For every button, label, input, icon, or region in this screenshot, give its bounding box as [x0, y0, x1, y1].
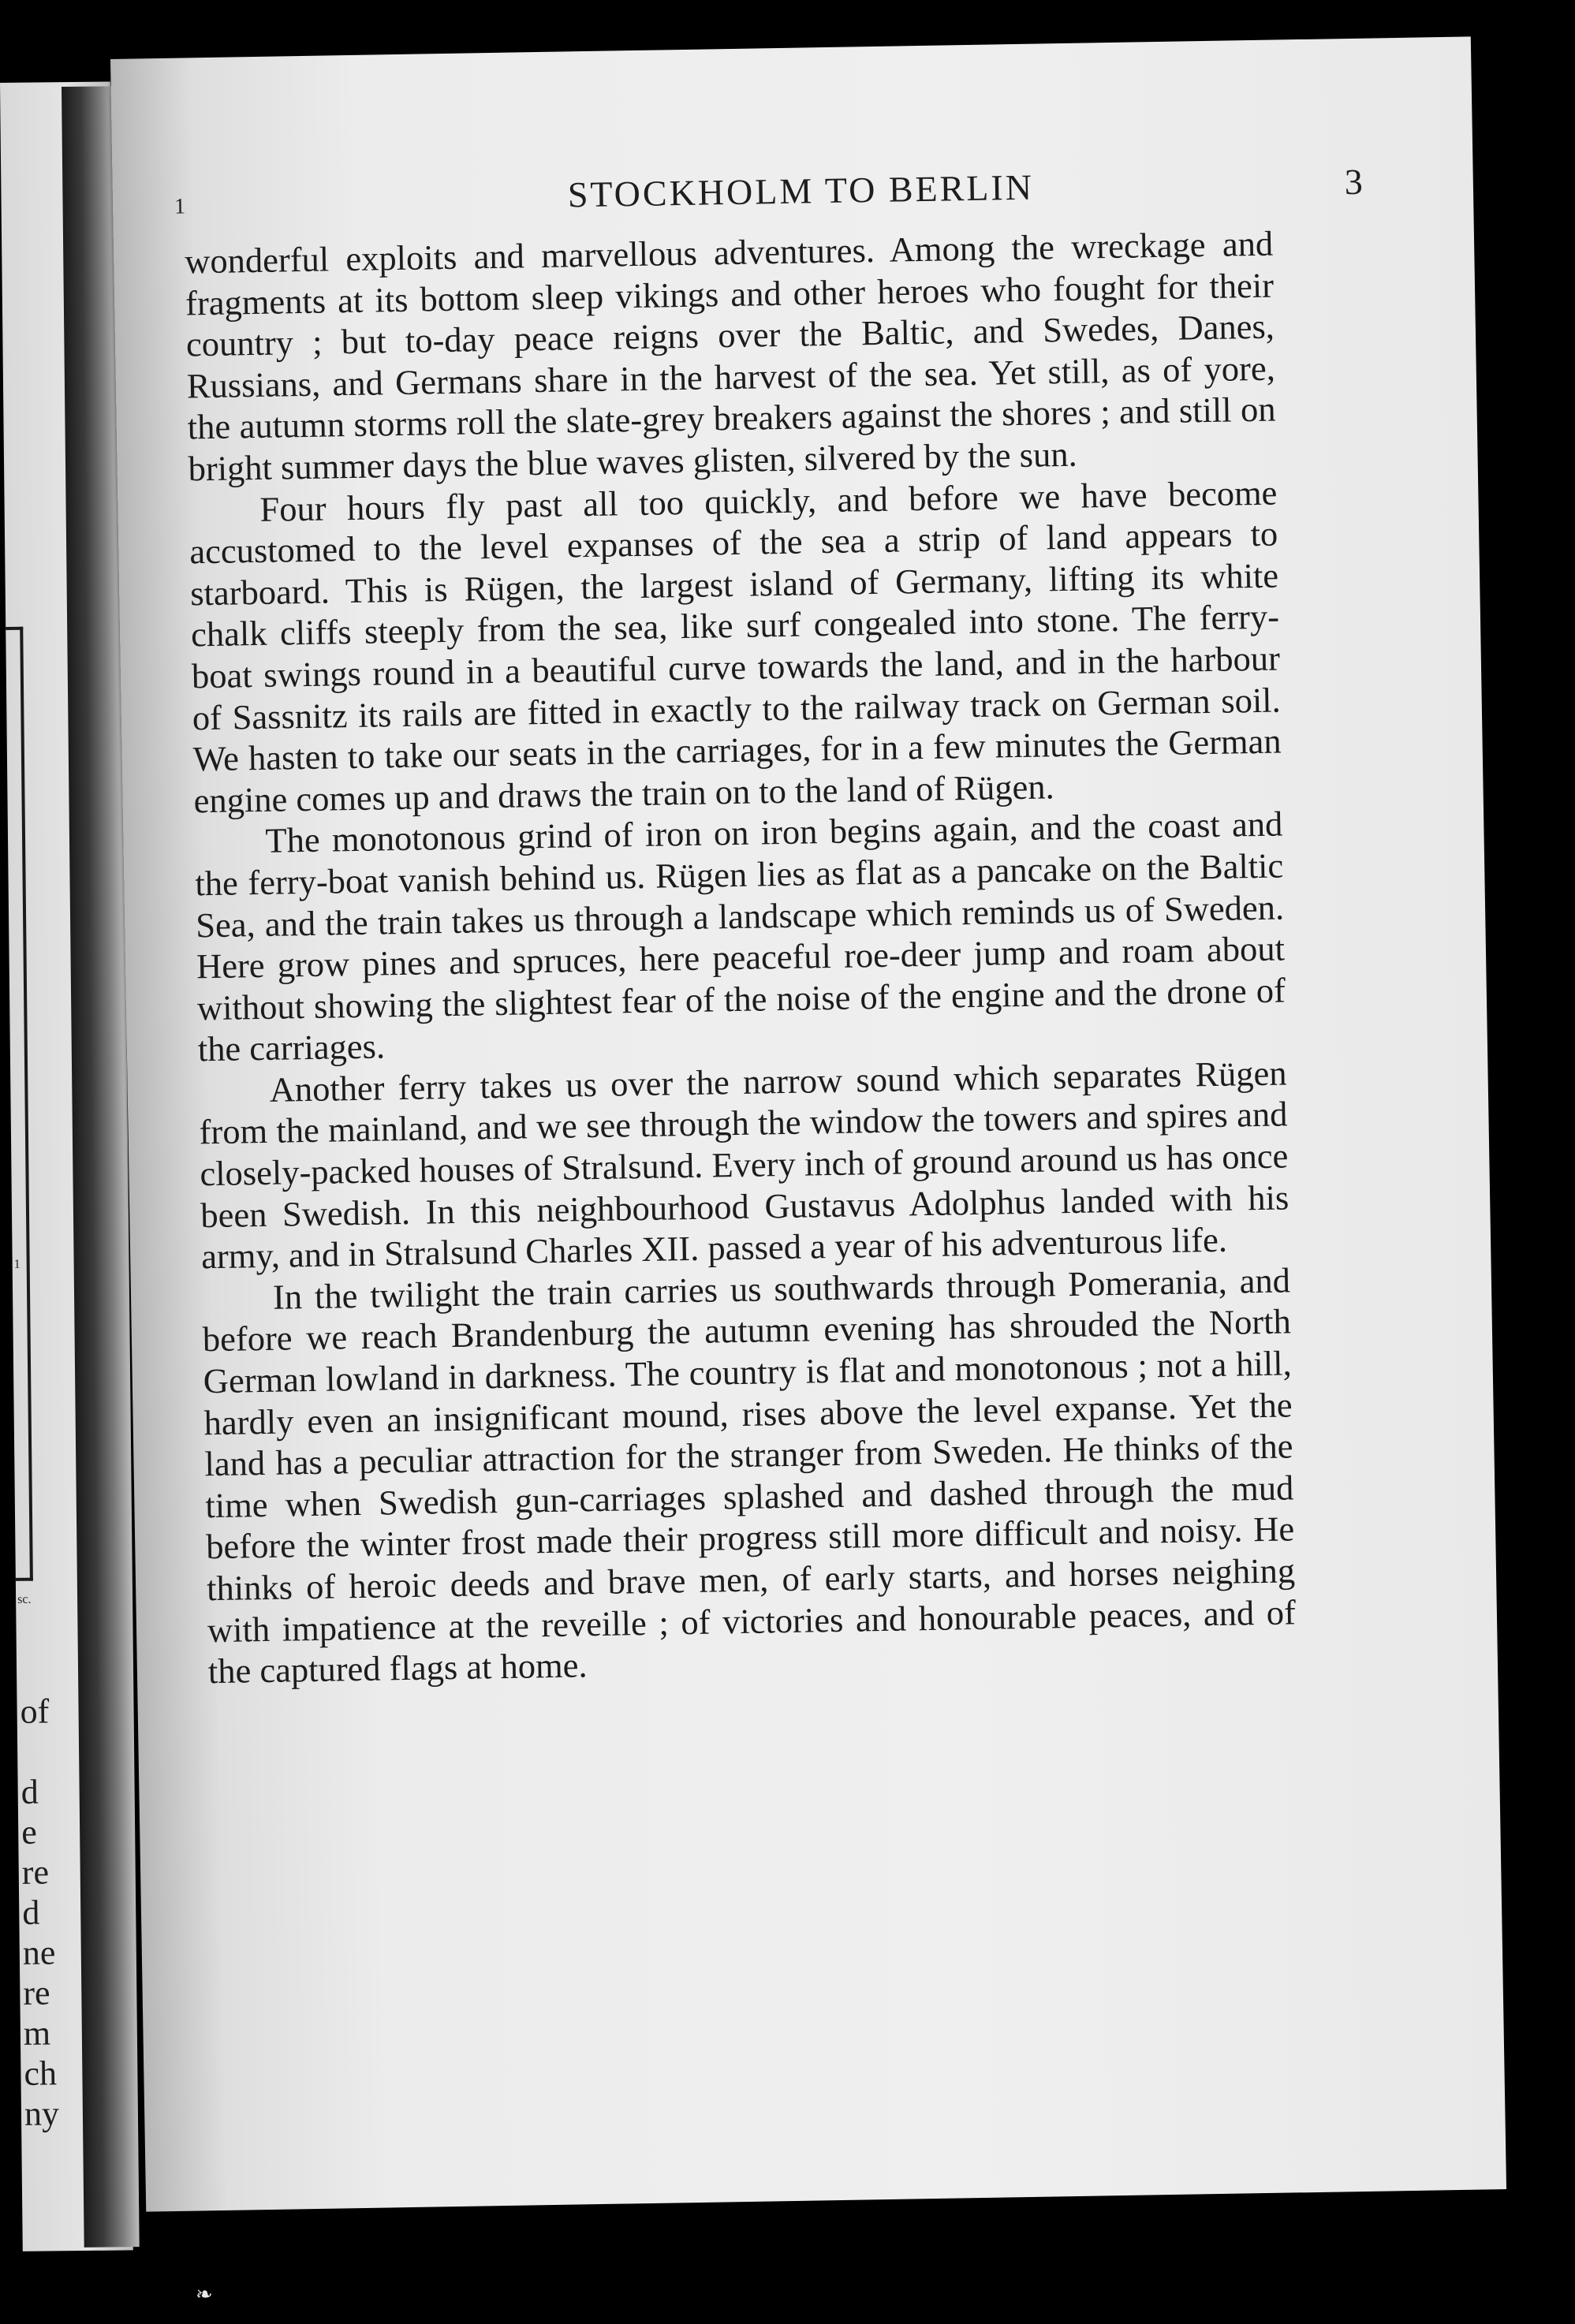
- facing-page-letter: re: [21, 1852, 50, 1892]
- facing-page-letter: of: [20, 1692, 50, 1731]
- facing-page-letters: [20, 1691, 59, 2133]
- scan-mark: ❧: [196, 2283, 213, 2306]
- running-head-title: STOCKHOLM TO BERLIN: [567, 166, 1035, 215]
- facing-page-mark: sc.: [17, 1592, 32, 1606]
- facing-page-frame: [6, 627, 33, 1581]
- paragraph: Another ferry takes us over the narrow sound which separates Rügen from the mainland, and we see through the window the towers and spires and closely-packed houses of Stralsund. Every inch of ground around us has once been Swedish. In this neighbourhood Gustavus Adolphus landed with his army, and in Stralsund Charles XII. passed a year of his adventurous life.: [199, 1053, 1289, 1277]
- facing-page-mark: 1: [13, 1257, 21, 1271]
- facing-page-letter: ny: [24, 2094, 60, 2133]
- facing-page-letter: m: [23, 2013, 51, 2053]
- paragraph: In the twilight the train carries us southwards through Pomerania, and before we reach Brandenburg the autumn evening has shrouded the North German lowland in darkness. The country is flat and monotonous ; not a hill, hardly even an insignificant mound, rises above the level expanse. Yet the land has a peculiar attraction for the stranger from Sweden. He thinks of the time when Swedish gun-carriages splashed and dashed through the mud before the winter frost made their progress still more difficult and noisy. He thinks of heroic deeds and brave men, of early starts, and horses neighing with impatience at the reveille ; of victories and honourable peaces, and of the captured flags at home.: [202, 1260, 1297, 1692]
- body-text: [185, 223, 1297, 1692]
- facing-page-letter: d: [22, 1893, 40, 1932]
- facing-page-letter: [21, 1731, 56, 1771]
- facing-page-letter: re: [23, 1973, 50, 2013]
- paragraph: The monotonous grind of iron on iron begins again, and the coast and the ferry-boat vanish behind us. Rügen lies as flat as a pancake on the Baltic Sea, and the train takes us through a landscape which reminds us of Sweden. Here grow pines and spruces, here peaceful roe-deer jump and roam about without showing the slightest fear of the noise of the engine and the drone of the carriages.: [194, 804, 1286, 1069]
- margin-mark: 1: [174, 194, 186, 219]
- paragraph-continued: wonderful exploits and marvellous adventures. Among the wreckage and fragments at its bottom sleep vikings and other heroes who fought for their country ; but to-day peace reigns over the Baltic, and Swedes, Danes, Russians, and Germans share in the harvest of the sea. Yet still, as of yore, the autumn storms roll the slate-grey breakers against the shores ; and still on bright summer days the blue waves glisten, silvered by the sun.: [184, 223, 1276, 489]
- page-number: 3: [1344, 161, 1364, 203]
- facing-page-letter: e: [21, 1812, 38, 1852]
- book-page: [110, 36, 1506, 2211]
- facing-page-letter: d: [21, 1772, 39, 1811]
- running-head: [113, 159, 1474, 229]
- facing-page-letter: ch: [24, 2054, 58, 2093]
- facing-page-letter: ne: [22, 1933, 56, 1972]
- paragraph: Four hours fly past all too quickly, and before we have become accustomed to the level expanses of the sea a strip of land appears to starboard. This is Rügen, the largest island of Germany, lifting its white chalk cliffs steeply from the sea, like surf congealed into stone. The ferry-boat swings round in a beautiful curve towards the land, and in the harbour of Sassnitz its rails are fitted in exactly to the railway track on German soil. We hasten to take our seats in the carriages, for in a few minutes the German engine comes up and draws the train on to the land of Rügen.: [188, 472, 1282, 821]
